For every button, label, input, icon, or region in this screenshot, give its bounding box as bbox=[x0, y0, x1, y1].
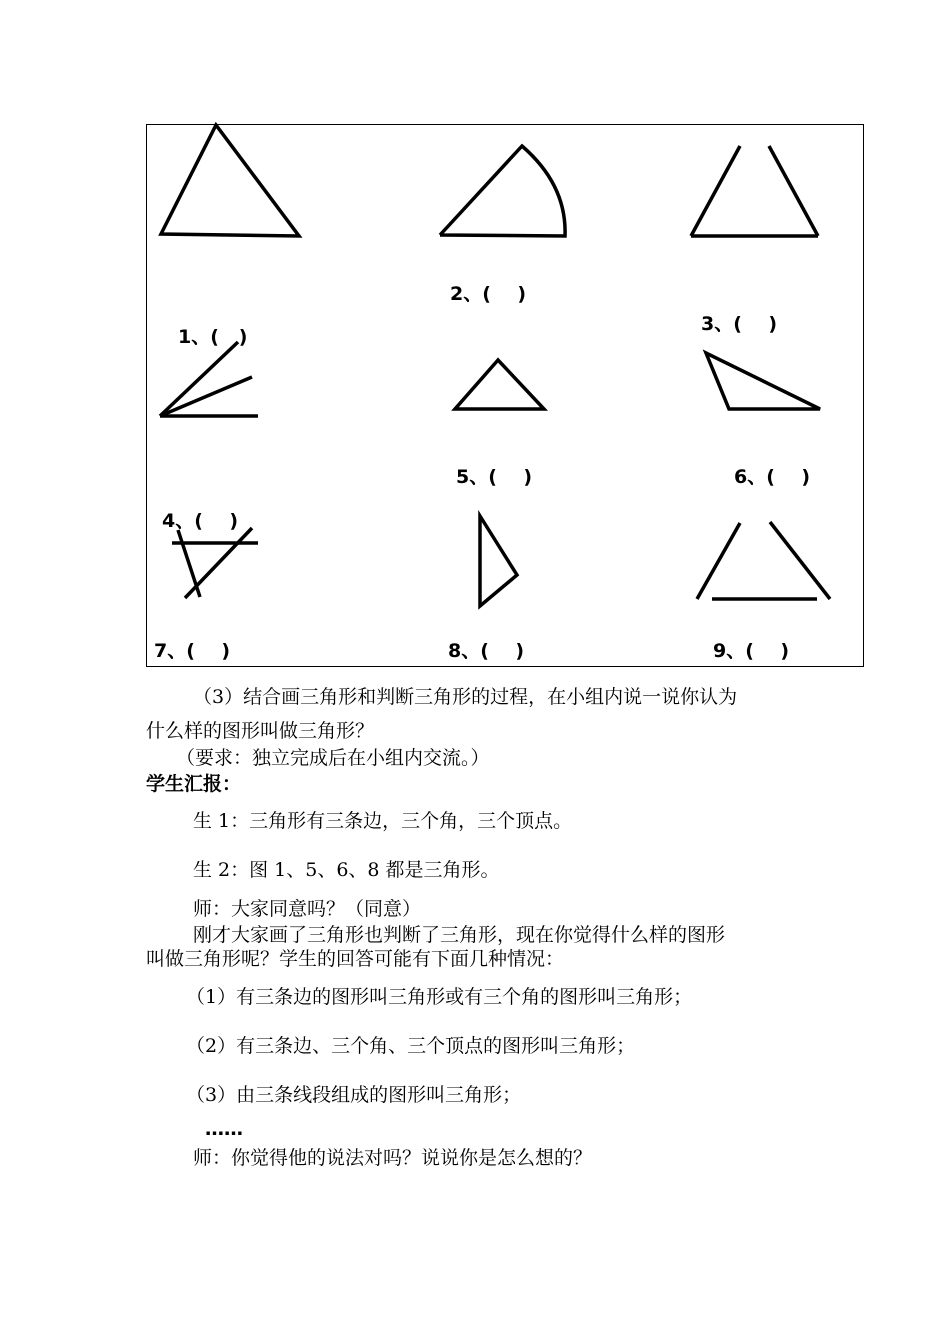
figure-7-crossing-lines bbox=[172, 528, 258, 598]
figure-3-open-triangle bbox=[691, 146, 818, 236]
figure-6-label: 6、( ) bbox=[734, 466, 811, 488]
teacher-prompt-line-1: 刚才大家画了三角形也判断了三角形，现在你觉得什么样的图形 bbox=[193, 924, 726, 946]
figure-6-triangle bbox=[706, 353, 820, 409]
figure-4-label: 4、( ) bbox=[162, 510, 239, 532]
figure-2-curved-shape bbox=[440, 146, 565, 236]
ellipsis: …… bbox=[205, 1118, 243, 1140]
figure-1-label: 1、( ) bbox=[178, 326, 248, 348]
question-3-line-2: 什么样的图形叫做三角形？ bbox=[146, 720, 375, 742]
figure-5-triangle bbox=[455, 360, 544, 409]
answer-option-1: （1）有三条边的图形叫三角形或有三个角的图形叫三角形； bbox=[186, 986, 693, 1008]
figure-8-triangle bbox=[480, 516, 517, 606]
teacher-prompt-line-2: 叫做三角形呢？学生的回答可能有下面几种情况： bbox=[146, 948, 565, 970]
figure-4-rays bbox=[160, 342, 258, 416]
figure-7-label: 7、( ) bbox=[154, 640, 231, 662]
answer-option-3: （3）由三条线段组成的图形叫三角形； bbox=[186, 1084, 522, 1106]
figure-9-label: 9、( ) bbox=[713, 640, 790, 662]
report-heading: 学生汇报： bbox=[146, 773, 242, 795]
figure-3-label: 3、( ) bbox=[701, 313, 778, 335]
answer-option-2: （2）有三条边、三个角、三个顶点的图形叫三角形； bbox=[186, 1035, 636, 1057]
figure-1-triangle bbox=[161, 125, 299, 236]
student-1-answer: 生 1：三角形有三条边，三个角，三个顶点。 bbox=[193, 810, 573, 832]
figure-2-label: 2、( ) bbox=[450, 283, 527, 305]
question-3-line-1: （3）结合画三角形和判断三角形的过程，在小组内说一说你认为 bbox=[193, 686, 738, 708]
teacher-question-1: 师：大家同意吗？（同意） bbox=[193, 898, 422, 920]
figure-5-label: 5、( ) bbox=[456, 466, 533, 488]
teacher-question-2: 师：你觉得他的说法对吗？说说你是怎么想的？ bbox=[193, 1147, 593, 1169]
figure-8-label: 8、( ) bbox=[448, 640, 525, 662]
requirement-note: （要求：独立完成后在小组内交流。） bbox=[176, 747, 490, 769]
student-2-answer: 生 2：图 1、5、6、8 都是三角形。 bbox=[193, 859, 500, 881]
figure-9-segments bbox=[697, 522, 830, 599]
